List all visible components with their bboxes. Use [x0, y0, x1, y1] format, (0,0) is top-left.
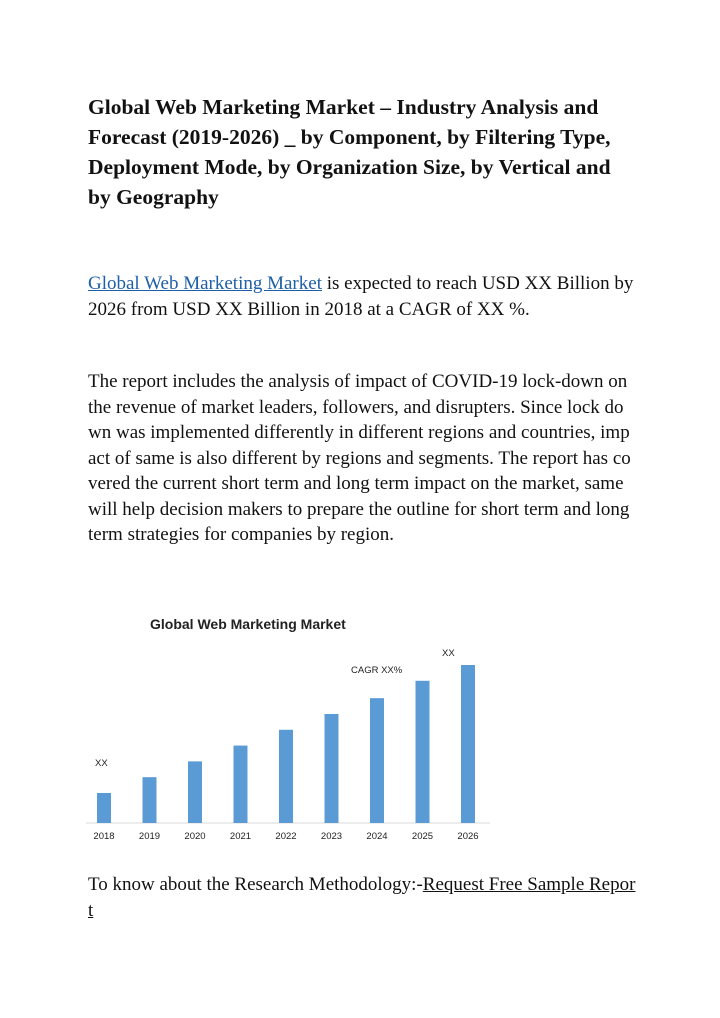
- market-chart: [80, 605, 500, 855]
- annotation-group: [95, 648, 455, 769]
- request-sample-link[interactable]: Request Free Sample Report: [88, 874, 636, 921]
- x-tick-label-2018: 2018: [93, 831, 115, 842]
- bar-2021: [234, 746, 248, 823]
- bar-2023: [325, 714, 339, 823]
- market-link[interactable]: Global Web Marketing Market: [88, 273, 322, 294]
- annotation-2026: XX: [442, 648, 455, 659]
- intro-text: is expected to reach USD XX Billion by 2026 from USD XX Billion in 2018 at a CAGR of XX %.: [88, 273, 634, 320]
- bar-2024: [370, 698, 384, 823]
- x-tick-label-2026: 2026: [457, 831, 479, 842]
- x-tick-label-2025: 2025: [411, 831, 434, 842]
- bar-2019: [143, 777, 157, 823]
- document-title: Global Web Marketing Market – Industry Analysis and Forecast (2019-2026) _ by Component, by Filtering Type, Deployment Mode, by Organization Size, by Vertical and by Geography: [88, 95, 611, 209]
- impact-paragraph: The report includes the analysis of impact of COVID-19 lock-down on the revenue of market leaders, followers, and disrupters. Since lock down was implemented differently in different regions and countries, impact of same is also different by regions and segments. The report has covered the current short term and long term impact on the market, same will help decision makers to prepare the outline for short term and long term strategies for companies by region.: [88, 371, 631, 545]
- x-tick-label-2024: 2024: [366, 831, 388, 842]
- intro-paragraph: [88, 271, 636, 322]
- x-tick-label-2021: 2021: [229, 831, 252, 842]
- x-tick-label-2023: 2023: [320, 831, 343, 842]
- annotation-2024: CAGR XX%: [351, 665, 403, 677]
- x-tick-label-2019: 2019: [138, 831, 161, 842]
- x-tick-label-2022: 2022: [275, 831, 297, 842]
- bar-2026: [461, 665, 475, 823]
- bar-2020: [188, 761, 202, 823]
- bar-2025: [416, 681, 430, 823]
- bar-2022: [279, 730, 293, 823]
- x-tick-labels: [93, 831, 478, 842]
- bar-2018: [97, 793, 111, 823]
- bar-group: [97, 665, 475, 823]
- x-tick-label-2020: 2020: [184, 831, 206, 842]
- annotation-2018: XX: [95, 757, 108, 769]
- chart-title: Global Web Marketing Market: [150, 616, 346, 632]
- cta-text: To know about the Research Methodology:-: [88, 874, 423, 895]
- cta-paragraph: [88, 872, 636, 923]
